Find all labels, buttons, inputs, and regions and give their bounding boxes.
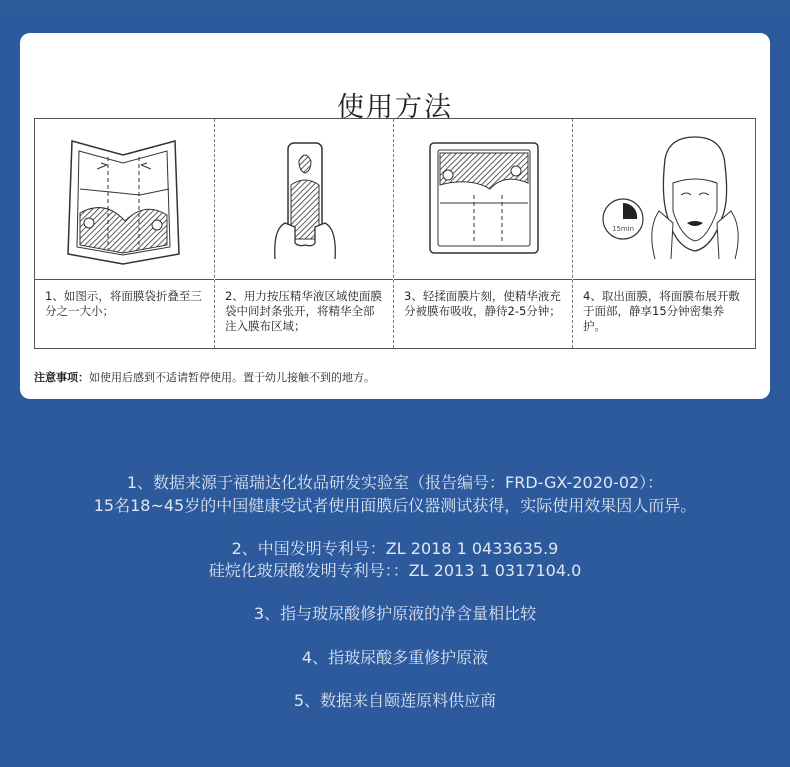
step-3 [394,119,572,348]
footnote-4: 4、指玻尿酸多重修护原液 [301,648,489,667]
step-1-illustration [35,119,214,280]
apply-mask-icon [573,119,755,279]
knead-mask-icon [394,119,572,279]
footnote-3: 3、指与玻尿酸修护原液的净含量相比较 [253,604,537,623]
steps-table [34,118,756,349]
card-title: 使用方法 [337,92,453,123]
footnote-5: 5、数据来自颐莲原料供应商 [293,691,497,710]
step-3-text: 3、轻揉面膜片刻，使精华液充分被膜布吸收，静待2-5分钟； [404,289,561,318]
step-3-illustration [394,119,572,280]
press-mask-icon [215,119,393,279]
step-4-text: 4、取出面膜，将面膜布展开敷于面部，静享15分钟密集养护。 [583,289,740,333]
footnote-1-line-2: 15名18~45岁的中国健康受试者使用面膜后仪器测试获得，实际使用效果因人而异。 [93,496,697,515]
fold-mask-icon [35,119,214,279]
top-band [0,0,790,12]
footnote-1-line-1: 1、数据来源于福瑞达化妆品研发实验室（报告编号：FRD-GX-2020-02）： [126,473,664,492]
step-4 [573,119,755,348]
step-2-illustration [215,119,393,280]
step-1 [35,119,214,348]
notice [34,369,375,385]
step-2-text: 2、用力按压精华液区域使面膜袋中间封条张开，将精华全部注入膜布区域； [225,289,382,333]
timer-label: 15min [611,225,635,233]
notice-text: 如使用后感到不适请暂停使用。置于幼儿接触不到的地方。 [89,371,375,384]
usage-card [20,33,770,399]
notice-label: 注意事项： [34,371,89,384]
footnote-2-line-1: 2、中国发明专利号：ZL 2018 1 0433635.9 [231,539,559,558]
step-4-illustration [573,119,755,280]
step-1-text: 1、如图示，将面膜袋折叠至三分之一大小； [45,289,202,318]
step-2 [215,119,393,348]
footnote-2-line-2: 硅烷化玻尿酸发明专利号：：ZL 2013 1 0317104.0 [208,561,582,580]
